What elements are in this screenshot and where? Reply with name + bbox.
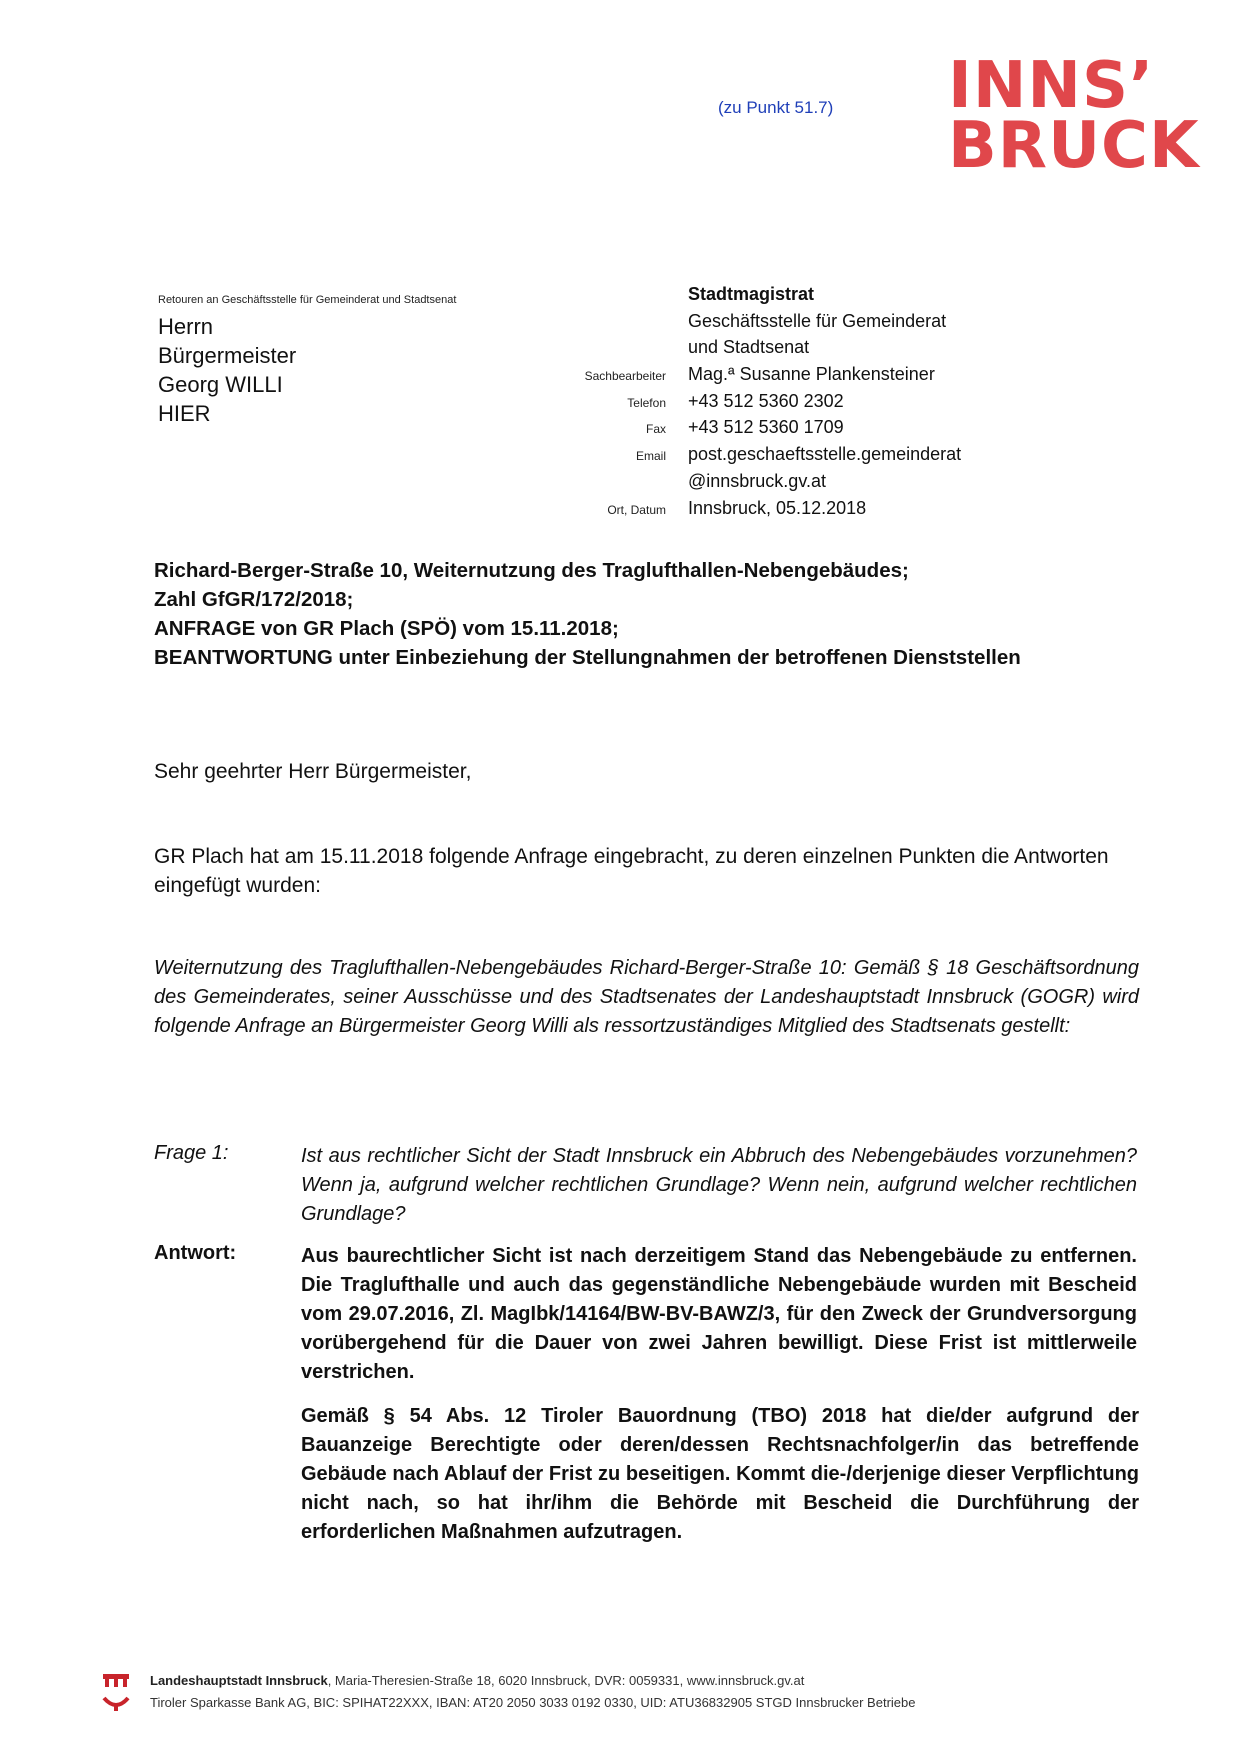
sender-block bbox=[520, 284, 1220, 524]
phone-number: +43 512 5360 2302 bbox=[688, 390, 844, 411]
footer-address: , Maria-Theresien-Straße 18, 6020 Innsbruck, DVR: 0059331, www.innsbruck.gv.at bbox=[327, 1673, 805, 1688]
letter-salutation: Sehr geehrter Herr Bürgermeister, bbox=[154, 760, 472, 783]
answer-paragraph-2: Gemäß § 54 Abs. 12 Tiroler Bauordnung (TBO) 2018 hat die/der aufgrund der Bauanzeige Berechtigte oder deren/dessen Rechtsnachfolger/in das betreffende Gebäude nach Ablauf der Frist zu beseitigen. Kommt die-/derjenige dieser Verpflichtung nicht nach, so hat ihr/ihm die Behörde mit Bescheid die Durchführung der erforderlichen Maßnahmen aufzutragen. bbox=[301, 1405, 1139, 1543]
question-text: Ist aus rechtlicher Sicht der Stadt Innsbruck ein Abbruch des Nebengebäudes vorzunehmen? Wenn ja, aufgrund welcher rechtlichen Grundlage? Wenn nein, aufgrund welcher rechtlichen Grundlage? bbox=[301, 1145, 1137, 1225]
logo-line-2: BRUCK bbox=[948, 109, 1200, 183]
sender-dept-1: Geschäftsstelle für Gemeinderat bbox=[688, 310, 947, 331]
recipient-salutation: Herrn bbox=[158, 314, 214, 339]
answer-label: Antwort: bbox=[154, 1242, 237, 1264]
inquiry-quote: Weiternutzung des Traglufthallen-Nebengebäudes Richard-Berger-Straße 10: Gemäß § 18 Geschäftsordnung des Gemeinderates, seiner Ausschüsse und des Stadtsenates der Landeshauptstadt Innsbruck (GOGR) wird folgende Anfrage an Bürgermeister Georg Willi als ressortzuständiges Mitglied des Stadtsenats gestellt: bbox=[154, 957, 1139, 1037]
intro-paragraph: GR Plach hat am 15.11.2018 folgende Anfrage eingebracht, zu deren einzelnen Punkten die Antworten eingefügt wurden: bbox=[154, 845, 1109, 897]
email-label: Email bbox=[635, 449, 666, 464]
reference-note: (zu Punkt 51.7) bbox=[718, 98, 834, 117]
sender-org: Stadtmagistrat bbox=[688, 284, 815, 304]
recipient-title: Bürgermeister bbox=[158, 343, 297, 368]
innsbruck-logo bbox=[948, 49, 1200, 183]
subject-line-2: Zahl GfGR/172/2018; bbox=[154, 588, 354, 611]
footer bbox=[102, 1670, 1202, 1714]
footer-bank: Tiroler Sparkasse Bank AG, BIC: SPIHAT22XXX, IBAN: AT20 2050 3033 0192 0330, UID: ATU36832905 STGD Innsbrucker Betriebe bbox=[150, 1695, 916, 1710]
question-1 bbox=[154, 1142, 1139, 1229]
clerk-name: Mag.ª Susanne Plankensteiner bbox=[688, 364, 935, 385]
recipient-block bbox=[158, 312, 296, 428]
phone-label: Telefon bbox=[627, 395, 666, 410]
recipient-name: Georg WILLI bbox=[158, 372, 283, 397]
answer-paragraph-1: Aus baurechtlicher Sicht ist nach derzeitigem Stand das Nebengebäude zu entfernen. Die Traglufthalle und auch das gegenständliche Nebengebäude wurden mit Bescheid vom 29.07.2016, Zl. MagIbk/14164/BW-BV-BAWZ/3, für den Zweck der Grundversorgung vorübergehend für die Dauer von zwei Jahren bewilligt. Diese Frist ist mittlerweile verstrichen. bbox=[301, 1245, 1137, 1383]
recipient-location: HIER bbox=[158, 401, 211, 426]
fax-number: +43 512 5360 1709 bbox=[688, 417, 844, 438]
email-line-2: @innsbruck.gv.at bbox=[688, 470, 826, 491]
subject-line-1: Richard-Berger-Straße 10, Weiternutzung des Traglufthallen-Nebengebäudes; bbox=[154, 559, 909, 582]
answer-1 bbox=[154, 1242, 1139, 1387]
footer-city: Landeshauptstadt Innsbruck bbox=[150, 1673, 328, 1688]
logo-line-1: INNS’ bbox=[948, 49, 1155, 123]
clerk-label: Sachbearbeiter bbox=[584, 369, 666, 384]
return-address: Retouren an Geschäftsstelle für Gemeinderat und Stadtsenat bbox=[158, 294, 457, 306]
coat-of-arms-icon bbox=[102, 1672, 130, 1690]
email-line-1: post.geschaeftsstelle.gemeinderat bbox=[688, 444, 962, 465]
question-label: Frage 1: bbox=[154, 1142, 229, 1164]
place-date: Innsbruck, 05.12.2018 bbox=[688, 497, 867, 518]
fax-label: Fax bbox=[645, 422, 666, 437]
subject-line-3: ANFRAGE von GR Plach (SPÖ) vom 15.11.2018; bbox=[154, 617, 619, 640]
date-label: Ort, Datum bbox=[607, 502, 666, 517]
subject-block bbox=[154, 556, 1021, 672]
subject-line-4: BEANTWORTUNG unter Einbeziehung der Stellungnahmen der betroffenen Dienststellen bbox=[154, 646, 1021, 669]
sender-dept-2: und Stadtsenat bbox=[688, 337, 810, 358]
bridge-icon bbox=[102, 1694, 130, 1712]
